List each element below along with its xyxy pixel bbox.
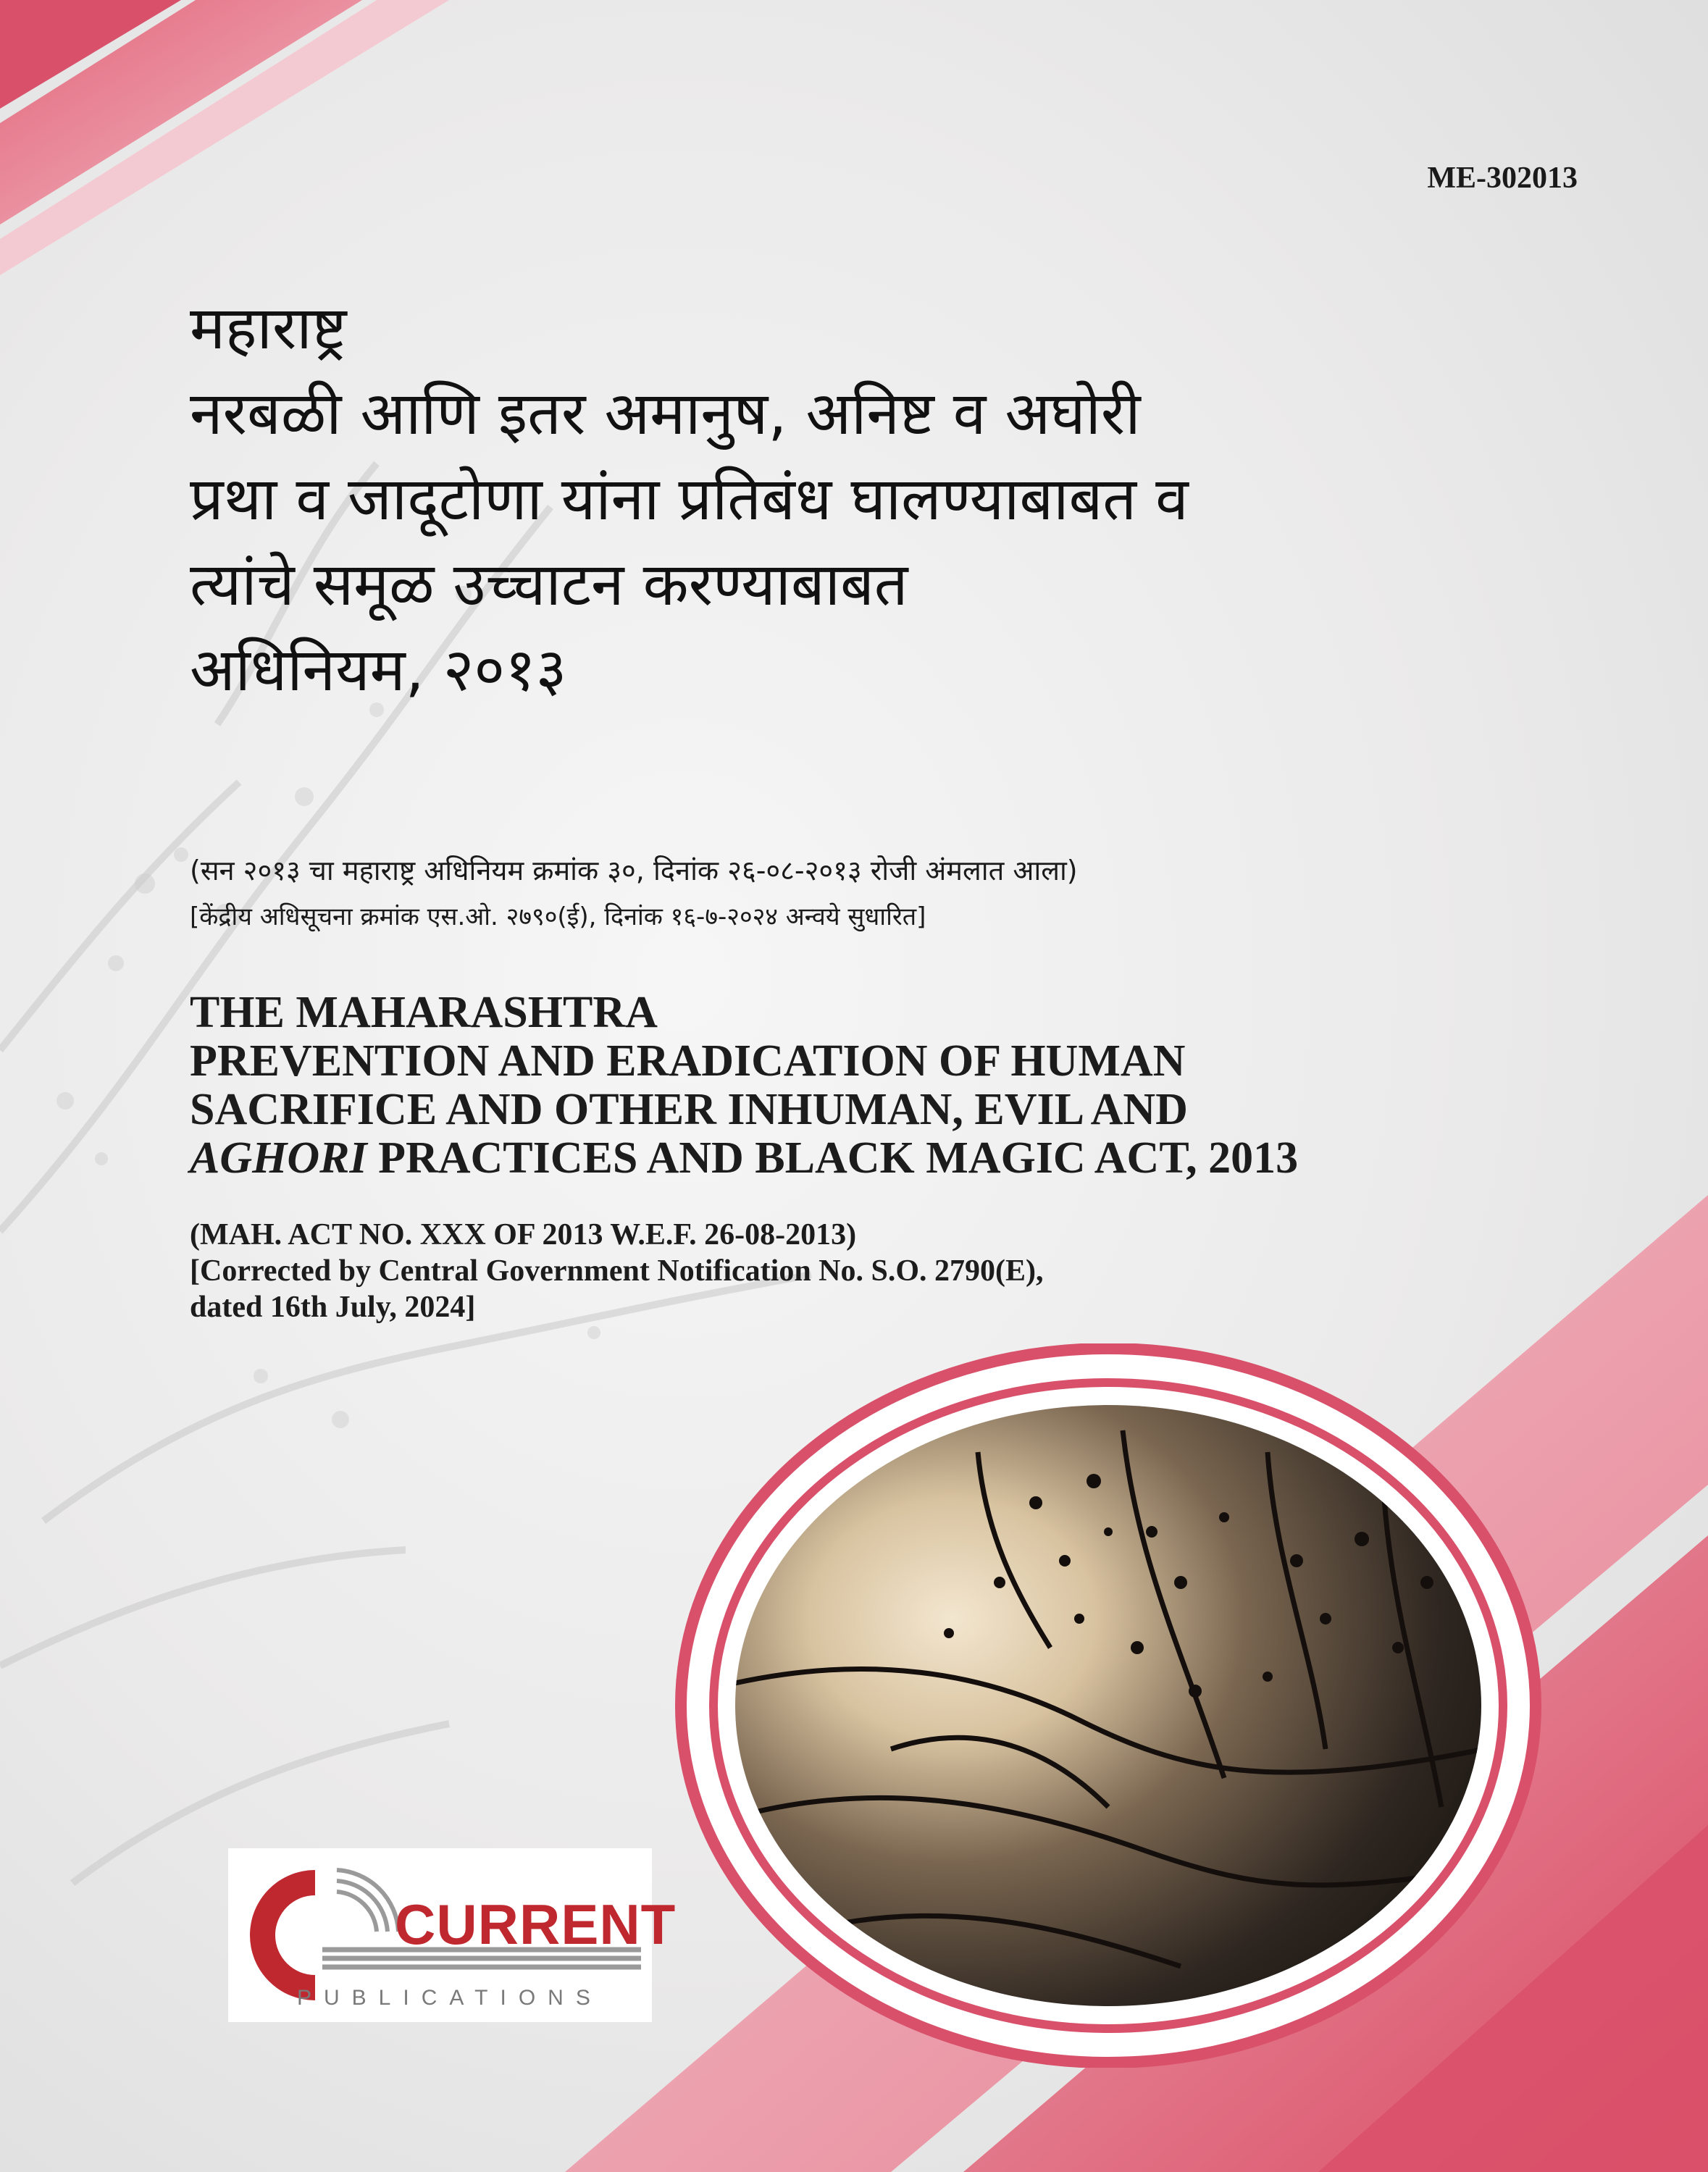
publisher-logo xyxy=(228,1848,677,2022)
marathi-title-line: महाराष्ट्र xyxy=(190,294,347,363)
aghori-italic: AGHORI xyxy=(190,1133,367,1183)
marathi-title xyxy=(190,286,1530,713)
marathi-title-line: नरबळी आणि इतर अमानुष, अनिष्ट व अघोरी xyxy=(190,380,1141,448)
english-title-line-rest: PRACTICES AND BLACK MAGIC ACT, 2013 xyxy=(367,1133,1299,1183)
marathi-title-line: प्रथा व जादूटोणा यांना प्रतिबंध घालण्याबाबत व xyxy=(190,465,1189,534)
publisher-name: CURRENT xyxy=(395,1892,677,1956)
english-title xyxy=(190,989,1494,1183)
marathi-correction-note: [केंद्रीय अधिसूचना क्रमांक एस.ओ. २७९०(ई), दिनांक १६-७-२०२४ अन्वये सुधारित] xyxy=(190,902,926,931)
english-title-line: THE MAHARASHTRA xyxy=(190,988,658,1037)
english-act-note: (MAH. ACT NO. XXX OF 2013 W.E.F. 26-08-2013) xyxy=(190,1218,857,1251)
moon-tree-photo xyxy=(674,1343,1543,2068)
english-title-line xyxy=(190,1134,1494,1183)
marathi-notes xyxy=(190,847,1566,940)
marathi-title-line: अधिनियम, २०१३ xyxy=(190,636,567,705)
publisher-subtitle: PUBLICATIONS xyxy=(297,1986,603,2010)
english-correction-note: [Corrected by Central Government Notification No. S.O. 2790(E), xyxy=(190,1254,1044,1288)
english-title-line: PREVENTION AND ERADICATION OF HUMAN xyxy=(190,1036,1186,1086)
marathi-act-note: (सन २०१३ चा महाराष्ट्र अधिनियम क्रमांक ३०, दिनांक २६-०८-२०१३ रोजी अंमलात आला) xyxy=(190,855,1078,886)
english-notes xyxy=(190,1217,1349,1325)
english-correction-date: dated 16th July, 2024] xyxy=(190,1291,476,1324)
marathi-title-line: त्यांचे समूळ उच्चाटन करण्याबाबत xyxy=(190,550,908,619)
document-code: ME-302013 xyxy=(1427,162,1578,195)
english-title-line: SACRIFICE AND OTHER INHUMAN, EVIL AND xyxy=(190,1085,1188,1134)
